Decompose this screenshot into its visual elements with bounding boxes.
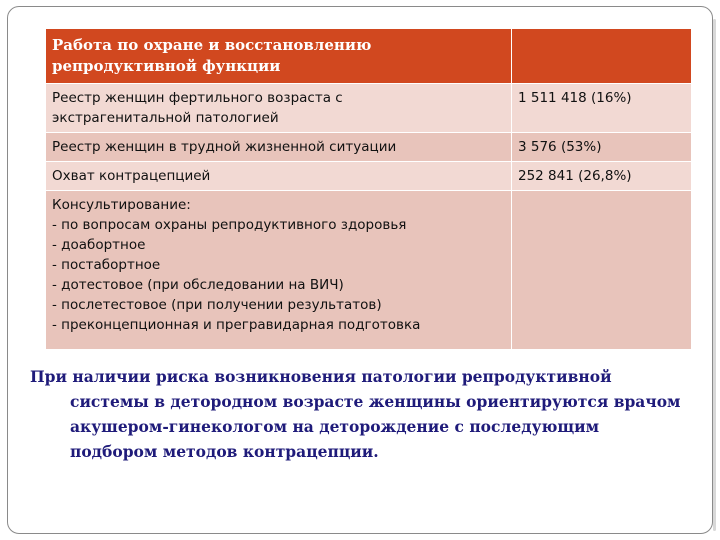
row-label-line: - доабортное [52,237,146,253]
row-label-line: экстрагенитальной патологией [52,110,279,126]
row-label-cell [46,84,512,133]
row-label-line: - преконцепционная и прегравидарная подготовка [52,317,421,333]
bottom-note [30,364,714,464]
note-line: акушером-гинекологом на деторождение с последующим [70,417,600,436]
row-label-line: - послетестовое (при получении результатов) [52,297,382,313]
row-label-line: Реестр женщин в трудной жизненной ситуации [52,139,397,155]
row-label-line: Консультирование: [52,197,191,213]
header-title-cell [46,29,512,84]
row-label-cell [46,133,512,162]
row-value-cell: 252 841 (26,8%) [512,162,692,191]
row-value-cell: 1 511 418 (16%) [512,84,692,133]
row-label-cell [46,162,512,191]
note-line: При наличии риска возникновения патологии репродуктивной [30,367,612,386]
row-label-line: - постабортное [52,257,161,273]
note-line: подбором методов контрацепции. [70,442,379,461]
row-value-cell: 3 576 (53%) [512,133,692,162]
row-value-cell [512,191,692,350]
row-label-cell [46,191,512,350]
row-label-line: Реестр женщин фертильного возраста с [52,90,343,106]
note-line: системы в детородном возрасте женщины ориентируются врачом [70,392,681,411]
header-value-cell [512,29,692,84]
table-row [46,133,692,162]
reproductive-function-table [45,28,692,350]
table-row [46,84,692,133]
table-row [46,162,692,191]
table-header-row [46,29,692,84]
row-label-line: Охват контрацепцией [52,168,211,184]
header-title-line-2: репродуктивной функции [52,57,281,75]
row-label-line: - по вопросам охраны репродуктивного здоровья [52,217,407,233]
data-table-container [45,28,691,350]
table-row [46,191,692,350]
header-title-line-1: Работа по охране и восстановлению [52,36,372,54]
row-label-line: - дотестовое (при обследовании на ВИЧ) [52,277,344,293]
